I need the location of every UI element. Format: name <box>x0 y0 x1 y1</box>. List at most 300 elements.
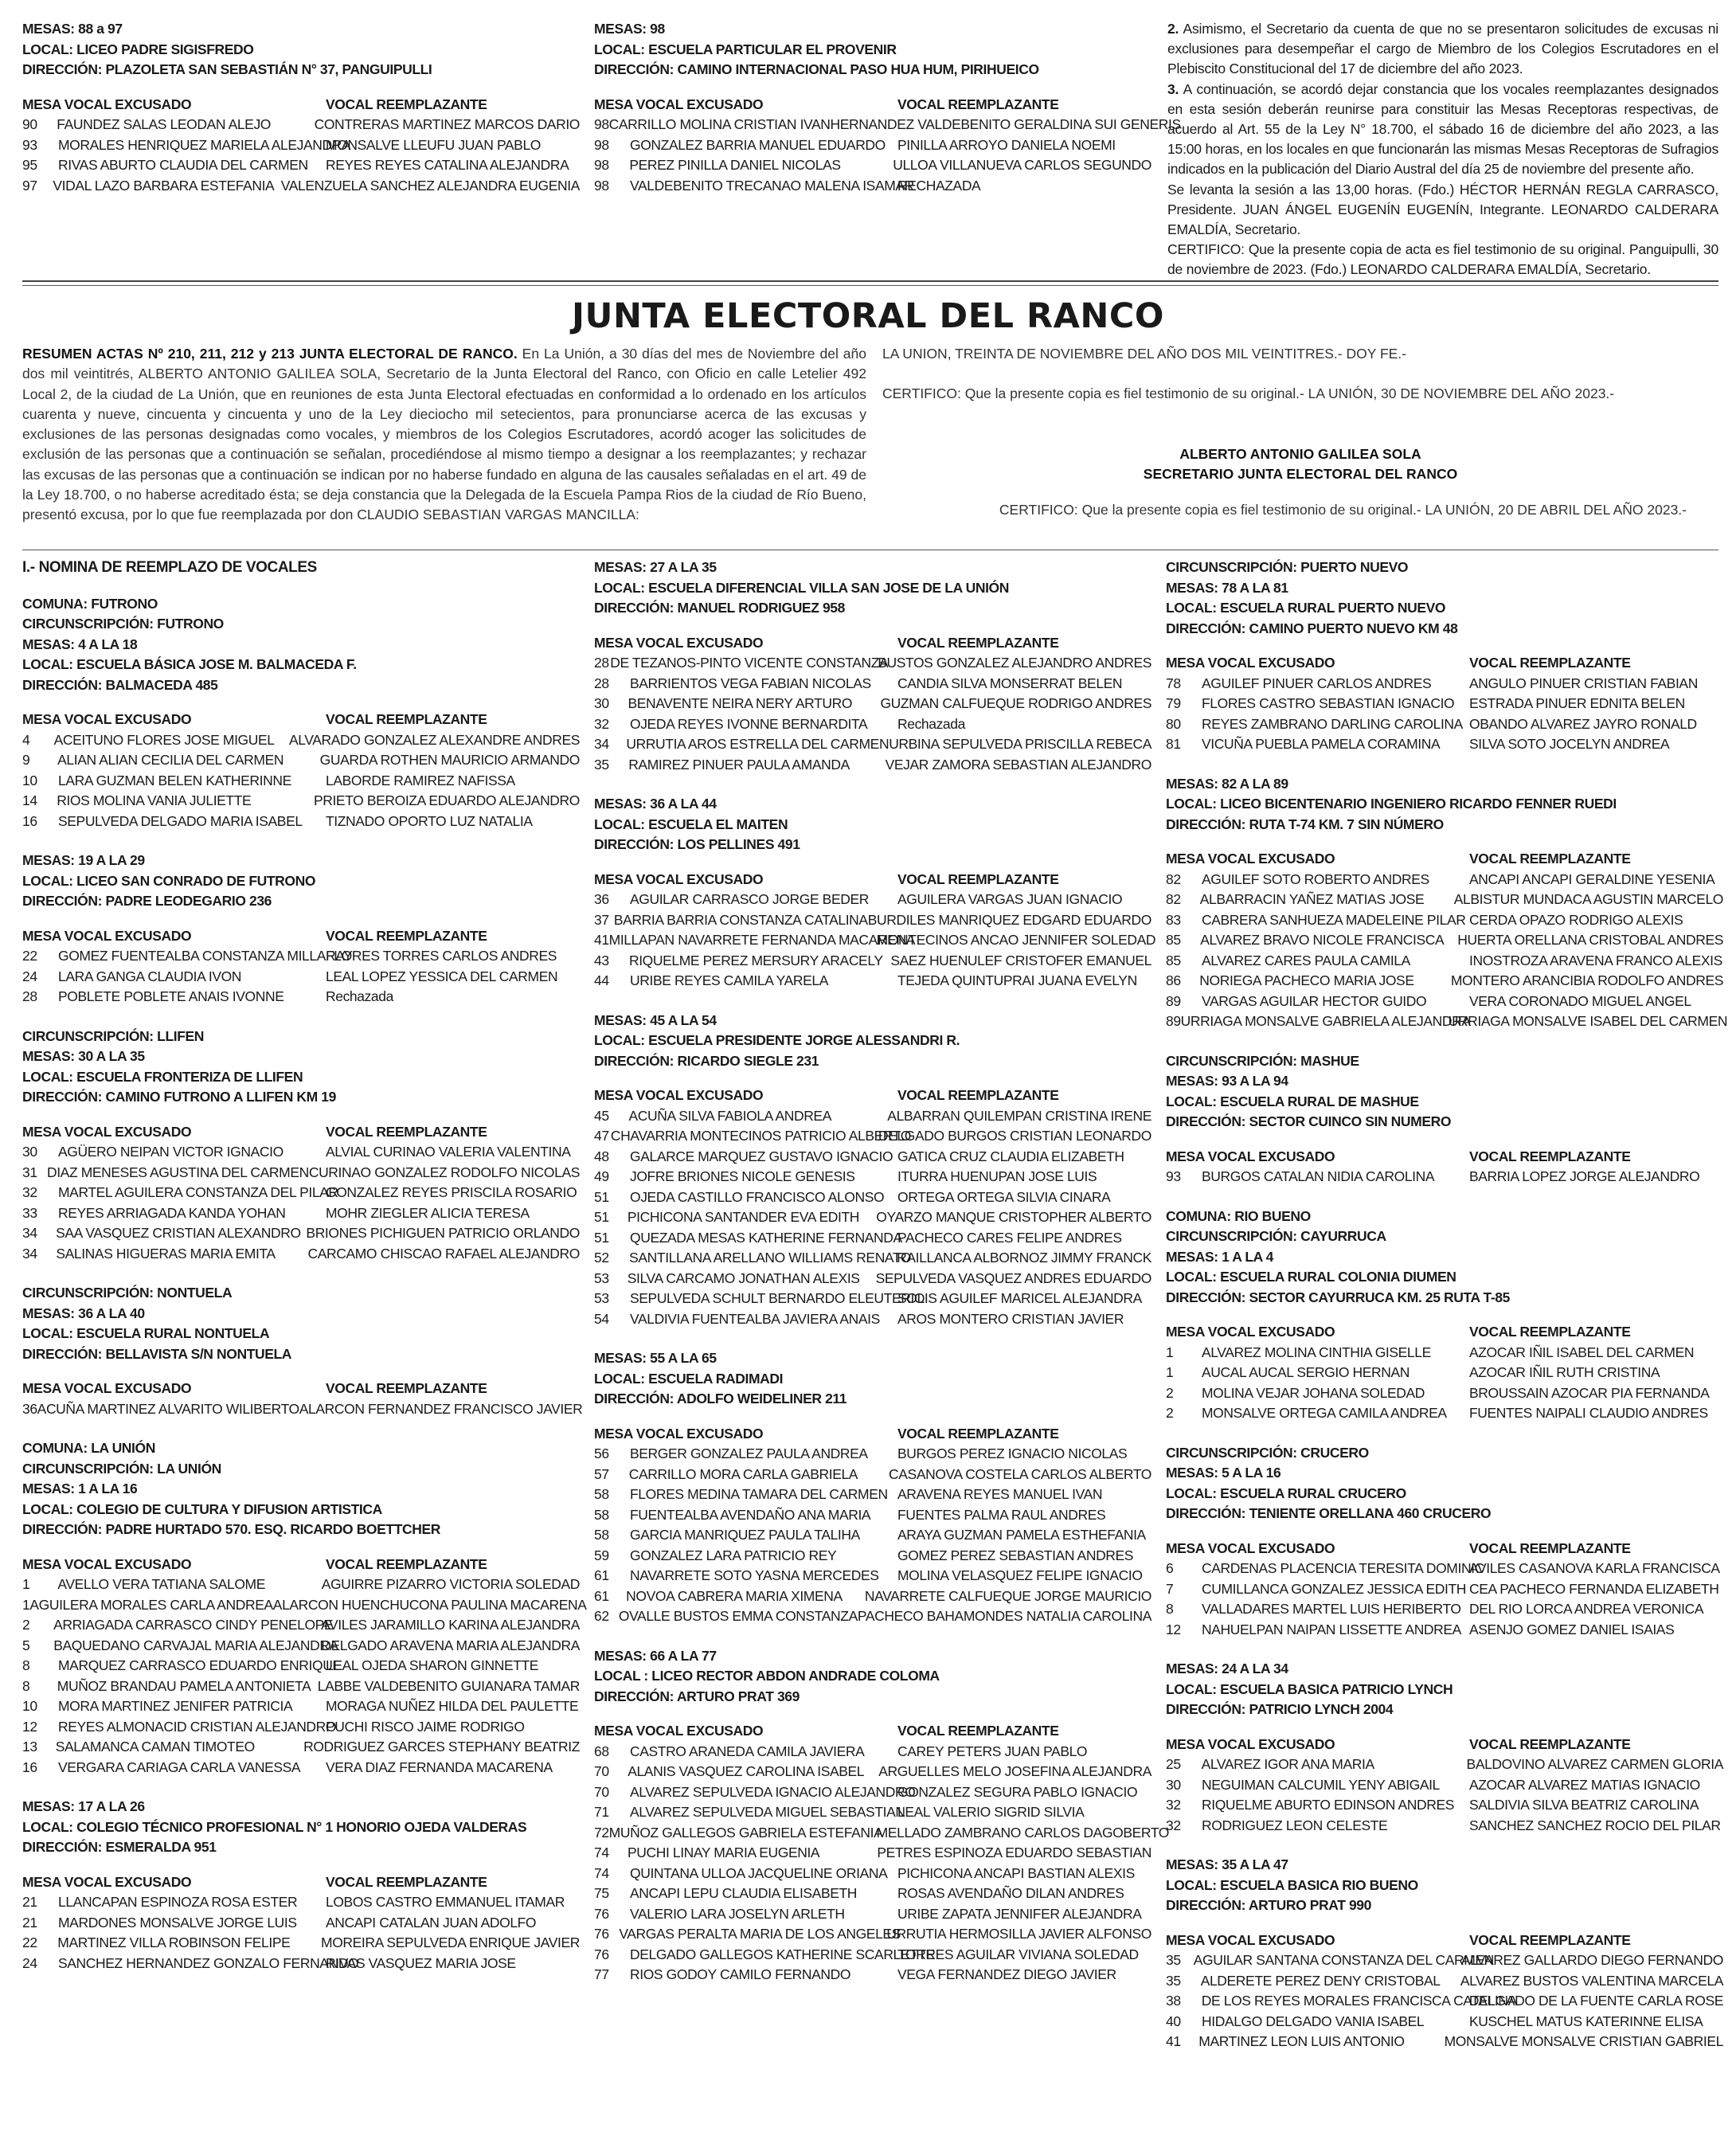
polling-section <box>594 557 1151 775</box>
vocal-excusado: AVELLO VERA TATIANA SALOME <box>57 1576 266 1592</box>
mesa-number: 30 <box>594 695 609 711</box>
vocal-excusado: MARTEL AGUILERA CONSTANZA DEL PILAR <box>58 1184 338 1200</box>
vocal-reemplazante: PICHICONA ANCAPI BASTIAN ALEXIS <box>897 1864 1135 1881</box>
vocal-reemplazante: RIVAS VASQUEZ MARIA JOSE <box>326 1954 516 1971</box>
table-header <box>22 926 580 947</box>
vocal-reemplazante: MOHR ZIEGLER ALICIA TERESA <box>326 1204 530 1221</box>
vocal-excusado: LLANCAPAN ESPINOZA ROSA ESTER <box>58 1894 298 1910</box>
paragraph-certifico: CERTIFICO: Que la presente copia de acta es fiel testimonio de su original. Panguipulli, 30 de noviembre de 2023. (Fdo.) LEONARDO CALDERARA EMALDÍA, Secretario. <box>1167 241 1718 278</box>
vocal-reemplazante: LEAL VALERIO SIGRID SILVIA <box>897 1804 1085 1820</box>
vocal-table <box>594 95 1181 197</box>
table-row <box>22 1913 580 1934</box>
vocal-reemplazante: INOSTROZA ARAVENA FRANCO ALEXIS <box>1469 952 1722 968</box>
table-row <box>22 155 580 176</box>
table-header <box>22 1555 580 1575</box>
mesa-number: 40 <box>1166 2013 1181 2029</box>
table-row <box>594 971 1151 992</box>
mesa-number: 85 <box>1166 952 1181 968</box>
mesa-number: 70 <box>594 1763 609 1779</box>
table-row <box>594 674 1151 694</box>
vocal-excusado: DE TEZANOS-PINTO VICENTE CONSTANZA <box>610 655 889 671</box>
header-excusado: MESA VOCAL EXCUSADO <box>594 1425 764 1442</box>
vocal-reemplazante: GONZALEZ SEGURA PABLO IGNACIO <box>897 1783 1138 1800</box>
vocal-excusado: BAQUEDANO CARVAJAL MARIA ALEJANDRA <box>53 1637 338 1653</box>
table-row <box>594 1965 1151 1985</box>
column-2 <box>594 557 1170 2005</box>
vocal-excusado: AGUILEF SOTO ROBERTO ANDRES <box>1202 870 1429 887</box>
vocal-table <box>1166 1539 1723 1641</box>
mesa-number: 93 <box>22 136 37 153</box>
vocal-excusado: URRIAGA MONSALVE GABRIELA ALEJANDRA <box>1180 1013 1471 1029</box>
vocal-excusado: SALINAS HIGUERAS MARIA EMITA <box>56 1245 276 1262</box>
vocal-excusado: QUEZADA MESAS KATHERINE FERNANDA <box>630 1229 902 1246</box>
table-row <box>1166 674 1723 694</box>
table-row <box>594 1485 1151 1505</box>
vocal-reemplazante: VALENZUELA SANCHEZ ALEJANDRA EUGENIA <box>280 177 580 194</box>
section-heading: COMUNA: RIO BUENO <box>1166 1207 1311 1224</box>
vocal-excusado: BARRIA BARRIA CONSTANZA CATALINA <box>613 911 868 928</box>
vocal-reemplazante: GUARDA ROTHEN MAURICIO ARMANDO <box>319 752 580 768</box>
header-reemplazante: VOCAL REEMPLAZANTE <box>326 1873 487 1890</box>
header-reemplazante: VOCAL REEMPLAZANTE <box>897 96 1059 112</box>
vocal-reemplazante: CASANOVA COSTELA CARLOS ALBERTO <box>889 1465 1151 1482</box>
mesa-number: 45 <box>594 1107 609 1124</box>
vocal-table <box>1166 849 1728 1032</box>
vocal-excusado: ACUÑA MARTINEZ ALVARITO WILIBERTO <box>37 1400 299 1417</box>
local-name: LOCAL: ESCUELA BASICA PATRICIO LYNCH <box>1166 1680 1453 1697</box>
vocal-excusado: CABRERA SANHUEZA MADELEINE PILAR <box>1202 911 1466 928</box>
mesa-number: 32 <box>1166 1797 1181 1813</box>
vocal-excusado: ALVAREZ SEPULVEDA MIGUEL SEBASTIAN <box>630 1804 905 1820</box>
table-row <box>22 1636 580 1657</box>
polling-section <box>1166 774 1728 1032</box>
section-heading: CIRCUNSCRIPCIÓN: CAYURRUCA <box>1166 1228 1386 1244</box>
top-block-pirihueico <box>594 19 1181 215</box>
vocal-excusado: LARA GUZMAN BELEN KATHERINNE <box>58 772 291 788</box>
intro-body: En La Unión, a 30 días del mes de Noviembre del año dos mil veintitrés, ALBERTO ANTONIO GALILEA SOLA, Secretario de la Junta Electoral del Ranco, con Oficio en calle Letelier 492 Local 2, de la ciudad de La Unión, que en reuniones de esta Junta Electoral efectuadas en conformidad a lo ordenado en los artículos cuarenta y nueve, cincuenta y cincuenta y uno de la Ley dieciocho mil setecientos, para pronunciarse acerca de las excusas y exclusiones de las personas designadas como vocales, y miembros de los Colegios Escrutadores, acordó acoger las solicitudes de exclusión de las personas que a continuación se señalan, procediéndose al mismo tiempo a designar a los reemplazantes; y rechazar las excusas de las personas que a continuación se indican por no haberse fundado en alguna de las causales señaladas en el art. 49 de la Ley 18.700, o no haberse acreditado ésta; se deja constancia que la Delegada de la Escuela Pampa Rios de la ciudad de Río Bueno, presentó excusa, por lo que fue reemplazada por don CLAUDIO SEBASTIAN VARGAS MANCILLA: <box>22 346 866 523</box>
table-row <box>22 1595 587 1616</box>
table-row <box>594 135 1151 156</box>
mesa-number: 38 <box>1166 1993 1181 2009</box>
table-row <box>594 910 1151 931</box>
vocal-reemplazante: SILVA SOTO JOCELYN ANDREA <box>1469 736 1670 752</box>
vocal-reemplazante: VEJAR ZAMORA SEBASTIAN ALEJANDRO <box>885 756 1151 773</box>
mesa-number: 51 <box>594 1188 609 1205</box>
section-heading: CIRCUNSCRIPCIÓN: FUTRONO <box>22 616 224 632</box>
table-row <box>1166 714 1723 735</box>
table-row <box>594 1945 1151 1966</box>
table-row <box>1166 1775 1723 1796</box>
table-row <box>22 1717 580 1738</box>
vocal-reemplazante: BARRIA LOPEZ JORGE ALEJANDRO <box>1469 1168 1700 1184</box>
table-row <box>1166 1383 1723 1404</box>
mesa-number: 49 <box>594 1168 609 1184</box>
mesa-number: 72 <box>594 1824 609 1841</box>
vocal-reemplazante: MORAGA NUÑEZ HILDA DEL PAULETTE <box>326 1698 579 1714</box>
mesa-number: 78 <box>1166 675 1181 691</box>
mesa-number: 68 <box>594 1743 609 1759</box>
table-row <box>594 1505 1151 1526</box>
local-name: LOCAL: ESCUELA RURAL COLONIA DIUMEN <box>1166 1269 1456 1285</box>
header-excusado: MESA VOCAL EXCUSADO <box>1166 1931 1335 1948</box>
mesa-number: 58 <box>594 1527 609 1543</box>
local-name: LOCAL: ESCUELA EL MAITEN <box>594 816 788 832</box>
table-row <box>1166 1620 1723 1641</box>
vocal-table <box>1166 1931 1723 2052</box>
vocal-reemplazante: DEL RIO LORCA ANDREA VERONICA <box>1469 1601 1704 1617</box>
table-row <box>22 1575 580 1595</box>
vocal-excusado: ALANIS VASQUEZ CAROLINA ISABEL <box>628 1763 865 1779</box>
header-reemplazante: VOCAL REEMPLAZANTE <box>326 1123 487 1140</box>
polling-section <box>22 594 580 832</box>
mesas-range: MESAS: 98 <box>594 21 665 37</box>
vocal-reemplazante: VERA CORONADO MIGUEL ANGEL <box>1469 992 1691 1009</box>
mesa-number: 82 <box>1166 891 1181 907</box>
vocal-reemplazante: ALBARRAN QUILEMPAN CRISTINA IRENE <box>887 1107 1151 1124</box>
table-row <box>594 1546 1151 1567</box>
vocal-reemplazante: DELGADO DE LA FUENTE CARLA ROSE <box>1468 1993 1723 2009</box>
table-row <box>22 812 580 832</box>
table-header <box>22 710 580 730</box>
vocal-excusado: ACUÑA SILVA FABIOLA ANDREA <box>628 1107 831 1124</box>
table-row <box>22 176 580 197</box>
vocal-excusado: MOLINA VEJAR JOHANA SOLEDAD <box>1202 1384 1425 1401</box>
mesa-number: 34 <box>22 1225 37 1241</box>
table-row <box>594 930 1156 951</box>
table-row <box>594 1228 1151 1249</box>
table-row <box>594 155 1151 176</box>
vocal-excusado: AGÜERO NEIPAN VICTOR IGNACIO <box>58 1144 283 1160</box>
vocal-reemplazante: ARAVENA REYES MANUEL IVAN <box>897 1486 1103 1502</box>
vocal-table <box>22 1122 580 1265</box>
table-row <box>594 1444 1151 1465</box>
table-row <box>1166 694 1723 714</box>
local-name: LOCAL : LICEO RECTOR ABDON ANDRADE COLOMA <box>594 1668 940 1684</box>
vocal-reemplazante: LEAL LOPEZ YESSICA DEL CARMEN <box>326 968 558 984</box>
vocal-excusado: PICHICONA SANTANDER EVA EDITH <box>627 1209 859 1225</box>
header-reemplazante: VOCAL REEMPLAZANTE <box>326 96 487 112</box>
column-1 <box>22 557 587 1993</box>
vocal-reemplazante: ORTEGA ORTEGA SILVIA CINARA <box>897 1188 1111 1205</box>
table-row <box>594 1904 1151 1925</box>
vocal-reemplazante: LOBOS CASTRO EMMANUEL ITAMAR <box>326 1894 565 1910</box>
table-row <box>594 1126 1151 1147</box>
vocal-excusado: DELGADO GALLEGOS KATHERINE SCARLETTE <box>630 1946 936 1962</box>
table-row <box>1166 992 1723 1012</box>
mesa-number: 51 <box>594 1209 609 1225</box>
mesa-number: 36 <box>22 1400 37 1417</box>
header-reemplazante: VOCAL REEMPLAZANTE <box>326 711 487 727</box>
mesa-number: 28 <box>594 675 609 691</box>
table-row <box>22 1163 580 1183</box>
mesa-number: 21 <box>22 1914 37 1931</box>
table-row <box>22 1676 580 1697</box>
vocal-reemplazante: HERNANDEZ VALDEBENITO GERALDINA SUI GENERIS <box>830 116 1181 132</box>
mesa-number: 37 <box>594 911 609 928</box>
top-block-panguipulli <box>22 19 580 215</box>
table-header <box>22 1122 580 1143</box>
vocal-excusado: RAMIREZ PINUER PAULA AMANDA <box>628 756 850 773</box>
local-name: LOCAL: COLEGIO TÉCNICO PROFESIONAL N° 1 HONORIO OJEDA VALDERAS <box>22 1818 527 1835</box>
vocal-excusado: VALERIO LARA JOSELYN ARLETH <box>630 1905 845 1922</box>
header-excusado: MESA VOCAL EXCUSADO <box>594 634 764 651</box>
mesa-number: 59 <box>594 1547 609 1563</box>
header-reemplazante: VOCAL REEMPLAZANTE <box>897 1723 1059 1739</box>
local-name: LOCAL: LICEO PADRE SIGISFREDO <box>22 41 254 57</box>
mesa-number: 51 <box>594 1229 609 1246</box>
local-name: LOCAL: ESCUELA FRONTERIZA DE LLIFEN <box>22 1068 303 1085</box>
table-header <box>594 633 1151 654</box>
header-excusado: MESA VOCAL EXCUSADO <box>1166 655 1335 671</box>
vocal-excusado: MUÑOZ BRANDAU PAMELA ANTONIETA <box>57 1677 311 1694</box>
vocal-excusado: GALARCE MARQUEZ GUSTAVO IGNACIO <box>630 1148 893 1164</box>
table-header <box>594 1086 1151 1106</box>
vocal-excusado: GARCIA MANRIQUEZ PAULA TALIHA <box>630 1527 860 1543</box>
header-excusado: MESA VOCAL EXCUSADO <box>1166 1539 1335 1556</box>
vocal-excusado: MORALES HENRIQUEZ MARIELA ALEJANDRA <box>58 136 351 153</box>
nomina-title: I.- NOMINA DE REEMPLAZO DE VOCALES <box>22 559 317 576</box>
header-reemplazante: VOCAL REEMPLAZANTE <box>897 870 1059 887</box>
vocal-reemplazante: TORRES AGUILAR VIVIANA SOLEDAD <box>897 1946 1139 1962</box>
vocal-excusado: RIQUELME ABURTO EDINSON ANDRES <box>1202 1797 1455 1813</box>
mesa-number: 13 <box>22 1739 37 1755</box>
polling-section <box>594 19 1181 196</box>
table-row <box>594 1924 1151 1945</box>
vocal-reemplazante: BROUSSAIN AZOCAR PIA FERNANDA <box>1469 1384 1710 1401</box>
mesa-number: 5 <box>22 1637 30 1653</box>
table-row <box>594 1248 1151 1269</box>
vocal-reemplazante: BUSTOS GONZALEZ ALEJANDRO ANDRES <box>878 655 1151 671</box>
mesa-number: 61 <box>594 1567 609 1583</box>
vocal-excusado: MUÑOZ GALLEGOS GABRIELA ESTEFANIA <box>608 1824 883 1841</box>
table-row <box>22 1656 580 1676</box>
mesas-range: MESAS: 5 A LA 16 <box>1166 1465 1281 1481</box>
vocal-reemplazante: LABORDE RAMIREZ NAFISSA <box>326 772 515 788</box>
table-row <box>1166 1579 1723 1600</box>
doy-fe-line: LA UNION, TREINTA DE NOVIEMBRE DEL AÑO DOS MIL VEINTITRES.- DOY FE.- <box>882 346 1406 362</box>
vocal-excusado: VALDEBENITO TRECANAO MALENA ISAMAR <box>630 177 914 194</box>
mesas-range: MESAS: 36 A LA 40 <box>22 1305 145 1321</box>
table-row <box>594 1762 1151 1782</box>
vocal-reemplazante: ALVAREZ GALLARDO DIEGO FERNANDO <box>1460 1952 1723 1968</box>
table-row <box>22 1892 580 1913</box>
vocal-reemplazante: SAEZ HUENULEF CRISTOFER EMANUEL <box>890 952 1151 968</box>
intro-text <box>22 344 866 526</box>
table-row <box>1166 734 1723 755</box>
table-row <box>594 1843 1151 1864</box>
vocal-reemplazante: GOMEZ PEREZ SEBASTIAN ANDRES <box>897 1547 1134 1563</box>
vocal-reemplazante: BURGOS PEREZ IGNACIO NICOLAS <box>897 1446 1128 1461</box>
mesa-number: 34 <box>22 1245 37 1262</box>
vocal-excusado: RIVAS ABURTO CLAUDIA DEL CARMEN <box>58 157 308 173</box>
mesa-number: 90 <box>22 116 37 132</box>
table-row <box>22 1696 580 1717</box>
mesa-number: 22 <box>22 948 37 964</box>
table-row <box>594 890 1151 910</box>
vocal-reemplazante: CONTRERAS MARTINEZ MARCOS DARIO <box>314 116 580 132</box>
vocal-excusado: REYES ZAMBRANO DARLING CAROLINA <box>1202 715 1463 732</box>
table-row <box>22 1615 580 1636</box>
table-row <box>22 967 580 988</box>
table-row <box>22 1183 580 1203</box>
mesa-number: 76 <box>594 1905 609 1922</box>
vocal-excusado: OJEDA CASTILLO FRANCISCO ALONSO <box>630 1188 885 1205</box>
table-row <box>594 1864 1151 1884</box>
vocal-table <box>22 1555 587 1778</box>
mesa-number: 98 <box>594 157 609 173</box>
table-row <box>1166 2012 1723 2032</box>
mesas-range: MESAS: 55 A LA 65 <box>594 1350 717 1366</box>
header-excusado: MESA VOCAL EXCUSADO <box>22 1380 192 1396</box>
table-row <box>22 115 580 135</box>
vocal-excusado: GOMEZ FUENTEALBA CONSTANZA MILLARAY <box>58 948 353 964</box>
vocal-reemplazante: ARAYA GUZMAN PAMELA ESTHEFANIA <box>897 1527 1146 1543</box>
mesa-number: 7 <box>1166 1580 1174 1597</box>
certifico-line-2: CERTIFICO: Que la presente copia es fiel testimonio de su original.- LA UNIÓN, 20 DE ABRIL DEL AÑO 2023.- <box>999 502 1687 518</box>
vocal-reemplazante: OBANDO ALVAREZ JAYRO RONALD <box>1469 715 1697 732</box>
table-row <box>1166 1167 1723 1187</box>
vocal-reemplazante: SALDIVIA SILVA BEATRIZ CAROLINA <box>1469 1797 1699 1813</box>
table-row <box>1166 1755 1723 1775</box>
mesa-number: 47 <box>594 1128 609 1144</box>
table-row <box>594 1566 1151 1586</box>
table-row <box>594 1606 1151 1627</box>
polling-section <box>22 19 580 196</box>
mesas-range: MESAS: 66 A LA 77 <box>594 1647 717 1664</box>
vocal-excusado: GONZALEZ BARRIA MANUEL EDUARDO <box>630 136 886 153</box>
vocal-excusado: GONZALEZ LARA PATRICIO REY <box>630 1547 837 1563</box>
section-heading: CIRCUNSCRIPCIÓN: PUERTO NUEVO <box>1166 559 1409 575</box>
table-header <box>22 95 580 115</box>
vocal-excusado: PEREZ PINILLA DANIEL NICOLAS <box>629 157 841 173</box>
table-header <box>1166 849 1723 870</box>
mesa-number: 10 <box>22 772 37 788</box>
paragraph-2 <box>1167 19 1718 80</box>
vocal-excusado: AGUILAR SANTANA CONSTANZA DEL CARMEN <box>1193 1952 1494 1968</box>
vocal-excusado: ALBARRACIN YAÑEZ MATIAS JOSE <box>1199 891 1425 907</box>
vocal-reemplazante: MONTECINOS ANCAO JENNIFER SOLEDAD <box>876 932 1156 948</box>
vocal-excusado: CASTRO ARANEDA CAMILA JAVIERA <box>630 1743 865 1759</box>
table-row <box>1166 890 1723 910</box>
top-right-text <box>1167 19 1718 280</box>
mesas-range: MESAS: 27 A LA 35 <box>594 559 717 575</box>
mesa-number: 12 <box>22 1718 37 1735</box>
mesas-range: MESAS: 4 A LA 18 <box>22 636 138 652</box>
vocal-excusado: VALDIVIA FUENTEALBA JAVIERA ANAIS <box>630 1310 880 1327</box>
mesa-number: 43 <box>594 952 609 968</box>
divider-top-2 <box>22 285 1718 286</box>
paragraph-number: 2. <box>1167 21 1179 37</box>
mesa-number: 21 <box>22 1894 37 1910</box>
mesa-number: 97 <box>22 177 37 194</box>
vocal-excusado: LARA GANGA CLAUDIA IVON <box>58 968 242 984</box>
paragraph-3 <box>1167 80 1718 180</box>
vocal-reemplazante: GATICA CRUZ CLAUDIA ELIZABETH <box>897 1148 1124 1164</box>
table-header <box>1166 653 1723 674</box>
table-row <box>594 714 1151 735</box>
mesa-number: 31 <box>22 1164 37 1180</box>
vocal-excusado: FLORES CASTRO SEBASTIAN IGNACIO <box>1202 695 1455 711</box>
table-row <box>594 1884 1151 1904</box>
table-row <box>1166 1363 1723 1383</box>
vocal-excusado: FLORES MEDINA TAMARA DEL CARMEN <box>630 1486 888 1502</box>
local-name: LOCAL: ESCUELA RURAL DE MASHUE <box>1166 1093 1419 1109</box>
vocal-reemplazante: MOLINA VELASQUEZ FELIPE IGNACIO <box>897 1567 1143 1583</box>
vocal-reemplazante: CAREY PETERS JUAN PABLO <box>897 1743 1088 1759</box>
mesa-number: 9 <box>22 752 30 768</box>
table-row <box>594 1269 1151 1289</box>
table-row <box>594 1187 1151 1208</box>
mesa-number: 22 <box>22 1935 37 1950</box>
table-row <box>594 1525 1151 1546</box>
vocal-reemplazante: SEPULVEDA VASQUEZ ANDRES EDUARDO <box>875 1269 1151 1286</box>
section-heading: CIRCUNSCRIPCIÓN: MASHUE <box>1166 1052 1359 1069</box>
vocal-reemplazante: ARGUELLES MELO JOSEFINA ALEJANDRA <box>878 1763 1151 1779</box>
table-row <box>1166 951 1723 972</box>
mesa-number: 76 <box>594 1946 609 1962</box>
mesas-range: MESAS: 1 A LA 4 <box>1166 1248 1273 1265</box>
polling-section <box>22 1797 580 1974</box>
vocal-table <box>1166 1147 1723 1187</box>
vocal-reemplazante: ALVARADO GONZALEZ ALEXANDRE ANDRES <box>288 731 580 748</box>
vocal-excusado: CARRILLO MORA CARLA GABRIELA <box>628 1465 858 1482</box>
mesa-number: 30 <box>22 1144 37 1160</box>
vocal-excusado: MARTINEZ VILLA ROBINSON FELIPE <box>57 1935 291 1950</box>
vocal-table <box>594 1086 1151 1329</box>
table-row <box>1166 1950 1723 1971</box>
vocal-excusado: VARGAS PERALTA MARIA DE LOS ANGELES <box>619 1926 901 1942</box>
direccion: DIRECCIÓN: PATRICIO LYNCH 2004 <box>1166 1701 1394 1717</box>
vocal-reemplazante: MOREIRA SEPULVEDA ENRIQUE JAVIER <box>321 1935 580 1950</box>
mesa-number: 98 <box>594 177 609 194</box>
vocal-excusado: AGUILERA MORALES CARLA ANDREA <box>29 1596 273 1613</box>
vocal-reemplazante: PACHECO CARES FELIPE ANDRES <box>897 1229 1122 1246</box>
local-name: LOCAL: COLEGIO DE CULTURA Y DIFUSION ARTISTICA <box>22 1500 382 1517</box>
table-row <box>1166 971 1723 992</box>
table-row <box>594 1586 1151 1607</box>
mesa-number: 58 <box>594 1486 609 1502</box>
mesa-number: 35 <box>1166 1952 1181 1968</box>
header-reemplazante: VOCAL REEMPLAZANTE <box>897 1087 1059 1103</box>
header-reemplazante: VOCAL REEMPLAZANTE <box>326 1380 487 1396</box>
vocal-excusado: ARRIAGADA CARRASCO CINDY PENELOPE <box>53 1617 334 1633</box>
mesa-number: 62 <box>594 1608 609 1624</box>
section-heading: CIRCUNSCRIPCIÓN: LLIFEN <box>22 1027 205 1044</box>
vocal-reemplazante: AZOCAR ALVAREZ MATIAS IGNACIO <box>1469 1776 1700 1793</box>
mesas-range: MESAS: 88 a 97 <box>22 21 123 37</box>
vocal-table <box>1166 1322 1723 1424</box>
mesa-number: 86 <box>1166 972 1181 988</box>
local-name: LOCAL: ESCUELA RURAL PUERTO NUEVO <box>1166 600 1446 616</box>
vocal-excusado: RIQUELME PEREZ MERSURY ARACELY <box>628 952 883 968</box>
vocal-reemplazante: ALARCON FERNANDEZ FRANCISCO JAVIER <box>299 1400 583 1417</box>
mesa-number: 16 <box>22 1758 37 1775</box>
vocal-excusado: ALIAN ALIAN CECILIA DEL CARMEN <box>57 752 284 768</box>
vocal-reemplazante: ANCAPI CATALAN JUAN ADOLFO <box>326 1914 537 1931</box>
vocal-reemplazante: MONTERO ARANCIBIA RODOLFO ANDRES <box>1450 972 1723 988</box>
mesa-number: 89 <box>1166 1013 1181 1029</box>
vocal-excusado: REYES ALMONACID CRISTIAN ALEJANDRO <box>58 1718 337 1735</box>
mesa-number: 95 <box>22 157 37 173</box>
section-heading: CIRCUNSCRIPCIÓN: CRUCERO <box>1166 1444 1369 1461</box>
table-row <box>22 750 580 771</box>
vocal-reemplazante: RODRIGUEZ GARCES STEPHANY BEATRIZ <box>303 1739 580 1755</box>
direccion: DIRECCIÓN: LOS PELLINES 491 <box>594 836 800 852</box>
header-reemplazante: VOCAL REEMPLAZANTE <box>1469 655 1631 671</box>
vocal-reemplazante: REYES REYES CATALINA ALEJANDRA <box>326 157 569 173</box>
vocal-excusado: CARRILLO MOLINA CRISTIAN IVAN <box>608 116 831 132</box>
vocal-reemplazante: AVILES JARAMILLO KARINA ALEJANDRA <box>321 1617 580 1633</box>
